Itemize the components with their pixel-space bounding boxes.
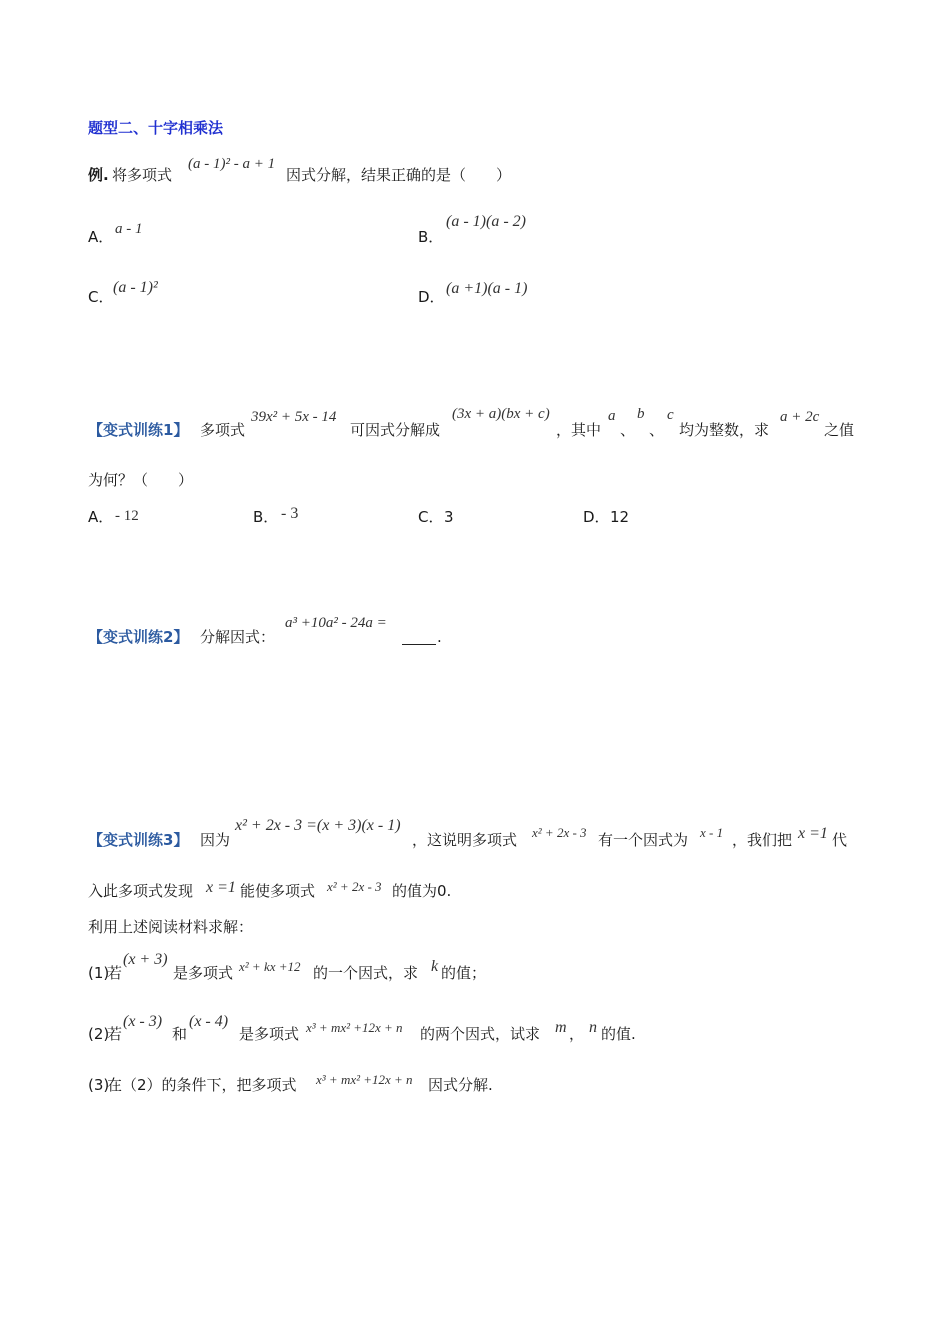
option-d-expr: (a +1)(a - 1) xyxy=(446,280,528,297)
q1-option-b-letter: B． xyxy=(253,508,279,526)
q3-part1-number: (1) xyxy=(88,964,110,982)
q1-tag: 【变式训练1】 xyxy=(88,421,189,439)
q1-polynomial: 39x² + 5x - 14 xyxy=(251,409,337,425)
q3-factor: x - 1 xyxy=(700,825,724,840)
q3-part2-number: (2) xyxy=(88,1025,110,1043)
q3-line2-polynomial: x² + 2x - 3 xyxy=(327,879,382,894)
q3-part2-var-m: m xyxy=(555,1019,567,1036)
q3-polynomial: x² + 2x - 3 xyxy=(532,825,587,840)
option-a-expr: a - 1 xyxy=(115,221,143,237)
option-b-letter: B． xyxy=(418,228,444,246)
q3-part2-text-2: 是多项式 xyxy=(239,1025,300,1043)
q2-text: 分解因式： xyxy=(200,628,276,646)
q3-part3-number: (3) xyxy=(88,1076,110,1094)
q2-end: . xyxy=(437,628,442,646)
q1-factor-form: (3x + a)(bx + c) xyxy=(452,406,550,422)
q3-text-1: 因为 xyxy=(200,831,231,849)
q1-target: a + 2c xyxy=(780,409,820,425)
q1-sep-2: 、 xyxy=(649,421,665,439)
example-label: 例. xyxy=(88,166,109,184)
q2-tag: 【变式训练2】 xyxy=(88,628,189,646)
q3-part2-factor-2: (x - 4) xyxy=(189,1013,229,1030)
option-a-letter: A． xyxy=(88,228,114,246)
q1-option-c-value: 3 xyxy=(444,508,454,526)
q3-part2-polynomial: x³ + mx² +12x + n xyxy=(306,1020,403,1035)
q2-answer-blank[interactable] xyxy=(402,630,436,648)
q3-part1-polynomial: x² + kx +12 xyxy=(239,959,301,974)
q1-text-3: ，其中 xyxy=(556,421,602,439)
q1-text-5: 之值 xyxy=(824,421,855,439)
q3-text-4: ，我们把 xyxy=(732,831,793,849)
q1-text-4: 均为整数，求 xyxy=(679,421,770,439)
q3-line2-assignment: x =1 xyxy=(206,879,236,896)
q3-line2-text-3: 的值为0. xyxy=(392,882,452,900)
q3-part2-and: 和 xyxy=(172,1025,188,1043)
q3-part1-text-2: 是多项式 xyxy=(173,964,234,982)
q1-option-a-letter: A． xyxy=(88,508,114,526)
q3-part3-text-1: 在（2）的条件下，把多项式 xyxy=(107,1076,297,1094)
q3-part2-comma: ， xyxy=(569,1025,585,1043)
option-d-letter: D． xyxy=(418,288,445,306)
q3-text-2: ，这说明多项式 xyxy=(412,831,518,849)
example-expression: (a - 1)² - a + 1 xyxy=(188,156,276,172)
q3-line2-text-2: 能使多项式 xyxy=(240,882,316,900)
q3-part3-polynomial: x³ + mx² +12x + n xyxy=(316,1072,413,1087)
q3-text-3: 有一个因式为 xyxy=(598,831,689,849)
q1-line-2: 为何？（ ） xyxy=(88,471,194,489)
q3-part1-factor: (x + 3) xyxy=(123,951,168,968)
section-title: 题型二、十字相乘法 xyxy=(88,119,224,137)
q3-part2-factor-1: (x - 3) xyxy=(123,1013,163,1030)
q3-part2-text-1: 若 xyxy=(107,1025,123,1043)
q3-part3-text-2: 因式分解. xyxy=(428,1076,493,1094)
q1-text-1: 多项式 xyxy=(200,421,246,439)
q3-part2-var-n: n xyxy=(589,1019,597,1036)
q3-tag: 【变式训练3】 xyxy=(88,831,189,849)
q3-part2-text-4: 的值. xyxy=(601,1025,636,1043)
option-b-expr: (a - 1)(a - 2) xyxy=(446,213,526,230)
option-c-letter: C． xyxy=(88,288,114,306)
q3-identity: x² + 2x - 3 =(x + 3)(x - 1) xyxy=(235,817,401,834)
q3-assignment: x =1 xyxy=(798,825,828,842)
q1-var-b: b xyxy=(637,406,645,422)
q3-line2-text-1: 入此多项式发现 xyxy=(88,882,194,900)
q3-part1-var-k: k xyxy=(431,958,439,975)
q3-part1-text-3: 的一个因式，求 xyxy=(313,964,419,982)
q1-option-c-letter: C． xyxy=(418,508,444,526)
q3-part2-text-3: 的两个因式，试求 xyxy=(420,1025,541,1043)
q1-var-a: a xyxy=(608,408,616,424)
q3-intro: 利用上述阅读材料求解： xyxy=(88,918,254,936)
q3-part1-text-4: 的值； xyxy=(441,964,487,982)
example-text-before: 将多项式 xyxy=(112,166,173,184)
q1-option-d-letter: D． xyxy=(583,508,610,526)
q1-var-c: c xyxy=(667,407,674,423)
example-text-after: 因式分解，结果正确的是（ ） xyxy=(286,166,512,184)
q1-option-d-value: 12 xyxy=(610,508,630,526)
q1-text-2: 可因式分解成 xyxy=(350,421,441,439)
q2-expression: a³ +10a² - 24a = xyxy=(285,615,387,631)
q3-text-5: 代 xyxy=(832,831,848,849)
q1-option-b-value: - 3 xyxy=(281,505,299,522)
option-c-expr: (a - 1)² xyxy=(113,279,158,296)
q1-option-a-value: - 12 xyxy=(115,508,139,524)
q3-part1-text-1: 若 xyxy=(107,964,123,982)
q1-sep-1: 、 xyxy=(620,421,636,439)
